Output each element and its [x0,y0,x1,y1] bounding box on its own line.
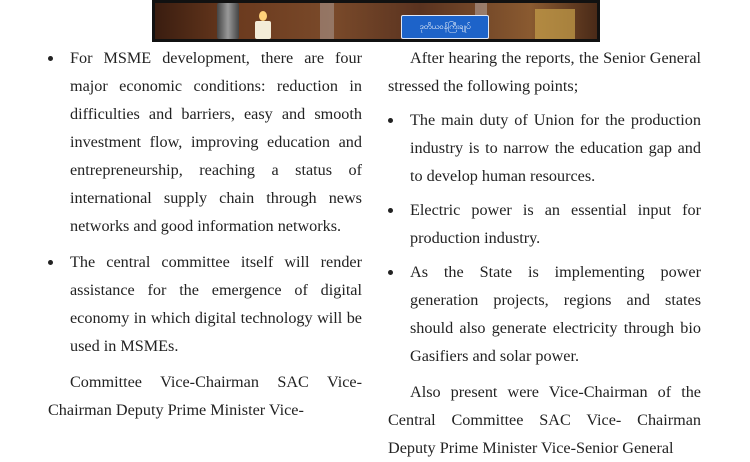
candle [255,21,271,39]
closing-paragraph: Also present were Vice-Chairman of the Central Committee SAC Vice- Chairman Deputy Prime Minister Vice-Senior General [388,383,701,457]
nameplate: ဒုတိယဝန်ကြီးချုပ် [401,15,489,39]
right-column [388,44,701,462]
bullet-item [388,106,701,190]
bottle [217,3,239,39]
bullet-item [48,248,362,360]
bullet-icon [388,118,393,123]
meeting-photo [152,0,600,42]
desk-object [535,9,575,39]
bullet-icon [388,270,393,275]
candle-flame [259,11,267,21]
intro-paragraph: After hearing the reports, the Senior General stressed the following points; [388,49,701,95]
bullet-icon [48,56,53,61]
bullet-text: The central committee itself will render assistance for the emergence of digital economy in which digital technology will be used in MSMEs. [70,253,362,355]
bullet-text: The main duty of Union for the production industry is to narrow the education gap and to develop human resources. [410,111,701,185]
bullet-icon [48,260,53,265]
bullet-text: Electric power is an essential input for production industry. [410,201,701,247]
bullet-text: For MSME development, there are four major economic conditions: reduction in difficulties and barriers, easy and smooth investment flow, improving education and entrepreneurship, reaching a status of international supply chain through news networks and good information networks. [70,49,362,235]
bullet-item [388,196,701,252]
bullet-text: As the State is implementing power generation projects, regions and states should also generate electricity through bio Gasifiers and solar power. [410,263,701,365]
bullet-icon [388,208,393,213]
closing-paragraph: Committee Vice-Chairman SAC Vice-Chairman Deputy Prime Minister Vice- [48,373,362,419]
left-column [48,44,362,424]
glass [320,3,334,39]
bullet-item [48,44,362,240]
bullet-item [388,258,701,370]
